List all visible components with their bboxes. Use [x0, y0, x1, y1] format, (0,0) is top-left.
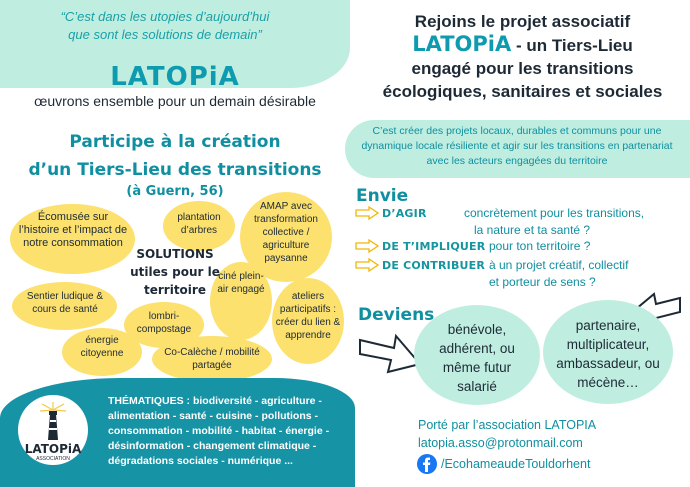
bubble-amap-text: AMAP avec transformation collective / agriculture paysanne	[254, 201, 318, 264]
bubble-plantation-text: plantation d’arbres	[177, 212, 221, 236]
title-line-4: écologiques, sanitaires et sociales	[382, 82, 663, 101]
envie-label-contribuer: DE CONTRIBUER	[382, 259, 486, 272]
bubble-energie-text: énergie citoyenne	[80, 335, 124, 359]
arrow-right-icon	[358, 326, 422, 376]
email-link[interactable]: latopia.asso@protonmail.com	[418, 436, 583, 450]
title-brand: LATOPiA	[412, 32, 512, 56]
porte-par: Porté par l’association LATOPIA	[418, 418, 597, 432]
envie-heading: Envie	[356, 186, 409, 206]
arrow-right-icon	[355, 258, 379, 272]
main-title	[355, 10, 690, 103]
logo-text: LATOPiA	[24, 442, 82, 456]
thematiques-text: THÉMATIQUES : biodiversité - agriculture - alimentation - santé - cuisine - pollutions - consommation - mobilité - habitat - énergie - désinformation - changement climatique - dégradations sociales - numérique ...	[108, 395, 330, 467]
facebook-icon[interactable]	[417, 454, 437, 474]
envie-label-impliquer: DE T’IMPLIQUER	[382, 240, 486, 253]
title-line-2-rest: - un Tiers-Lieu	[511, 36, 633, 55]
logo-subtext: ASSOCIATION	[36, 456, 70, 462]
title-line-1: Rejoins le projet associatif	[414, 12, 631, 31]
brand-title: LATOPiA	[110, 62, 240, 92]
bubble-ateliers-text: ateliers participatifs : créer du lien & apprendre	[275, 291, 341, 341]
tagline: œuvrons ensemble pour un demain désirable	[34, 93, 316, 109]
arrow-right-icon	[355, 239, 379, 253]
facebook-link[interactable]: /EcohameaudeTouldorhent	[441, 457, 591, 471]
quote	[0, 8, 330, 44]
envie-text-impliquer: pour ton territoire ?	[489, 239, 591, 253]
deviens-text-left: bénévole, adhérent, ou même futur salarié	[439, 322, 515, 394]
bubble-cine-text: ciné plein-air engagé	[217, 271, 265, 295]
participe-line-1: Participe à la création	[69, 132, 281, 152]
envie-text-agir-2: la nature et ta santé ?	[474, 223, 591, 237]
lighthouse-logo-icon	[40, 402, 66, 442]
envie-text-contribuer	[489, 257, 689, 291]
solutions-line-3: territoire	[144, 283, 206, 297]
solutions-line-2: utiles pour le	[130, 265, 220, 279]
envie-text-agir-1: concrètement pour les transitions,	[464, 206, 645, 220]
solutions-line-1: SOLUTIONS	[136, 247, 214, 261]
bubble-sentier-text: Sentier ludique & cours de santé	[26, 291, 104, 315]
title-line-2	[355, 33, 690, 57]
envie-label-agir: D’AGIR	[382, 207, 427, 220]
bubble-cocaleche-text: Co-Calèche / mobilité partagée	[164, 347, 260, 371]
quote-line-1: “C’est dans les utopies d’aujourd’hui	[60, 9, 270, 24]
quote-line-2: que sont les solutions de demain”	[68, 27, 262, 42]
envie-text-contribuer-2: et porteur de sens ?	[489, 275, 596, 289]
intro-text: C’est créer des projets locaux, durables et communs pour une dynamique locale résiliente et agir sur les transitions en partenariat avec les acteurs engagées du territoire	[361, 125, 673, 167]
bubble-ecomusee-text: Écomusée sur l’histoire et l’impact de notre consommation	[18, 211, 128, 249]
participe-heading	[0, 128, 350, 184]
arrow-right-icon	[355, 206, 379, 220]
deviens-heading: Deviens	[358, 305, 435, 325]
bubble-lombri-text: lombri-compostage	[136, 311, 192, 335]
solutions-label	[120, 245, 230, 299]
envie-text-contribuer-1: à un projet créatif, collectif	[489, 258, 629, 272]
title-line-3: engagé pour les transitions	[411, 59, 634, 78]
location: (à Guern, 56)	[126, 184, 224, 199]
participe-line-2: d’un Tiers-Lieu des transitions	[28, 160, 322, 180]
envie-text-agir	[464, 205, 690, 239]
deviens-text-right: partenaire, multiplicateur, ambassadeur, ou mécène…	[556, 318, 660, 390]
